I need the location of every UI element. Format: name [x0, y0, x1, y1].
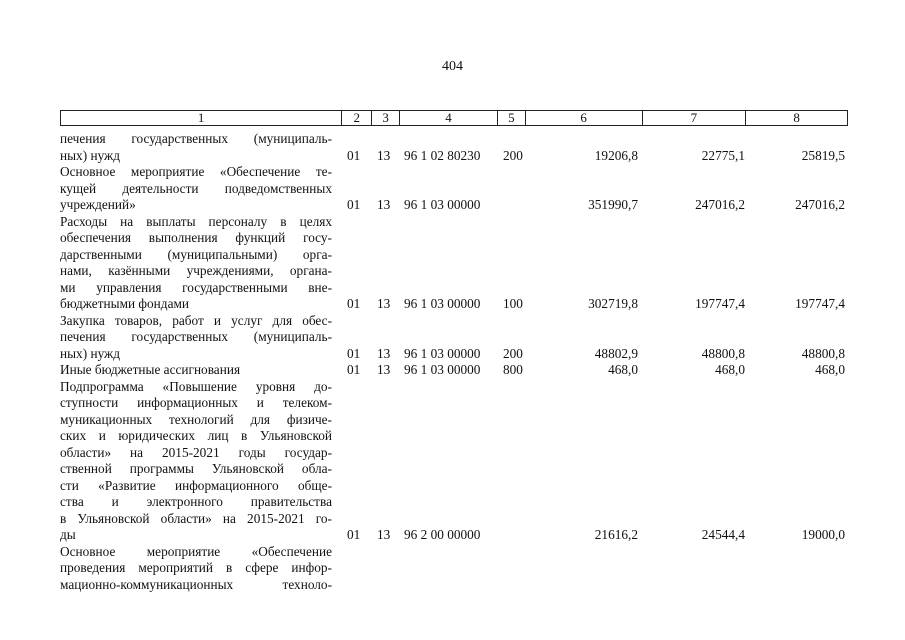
amount-2021: 48800,8 — [801, 345, 845, 361]
section-code: 01 — [347, 147, 361, 163]
description-line: Основное мероприятие «Обеспечение — [60, 543, 332, 559]
amount-2021: 468,0 — [815, 362, 845, 377]
amount-2021: 247016,2 — [795, 197, 845, 212]
description-line: дарственными (муниципальными) орга- — [60, 246, 332, 262]
amount-2021: 197747,4 — [795, 296, 845, 311]
table-row — [60, 164, 850, 214]
amount-2019: 302719,8 — [588, 296, 638, 311]
subsection-code: 13 — [377, 527, 391, 542]
description-line: ступности информационных и телеком- — [60, 395, 332, 410]
amount-2020: 468,0 — [715, 362, 745, 377]
expense-type-code: 200 — [503, 147, 523, 163]
amount-2021: 25819,5 — [801, 147, 845, 163]
description-line: Подпрограмма «Повышение уровня до- — [60, 378, 332, 394]
page-number: 404 — [442, 59, 463, 74]
header-col-2: 2 — [342, 111, 372, 125]
description-line: в Ульяновской области» на 2015-2021 го- — [60, 510, 332, 526]
target-article-code: 96 1 02 80230 — [404, 147, 481, 163]
description-line: Закупка товаров, работ и услуг для обес- — [60, 312, 332, 328]
row-values — [60, 148, 850, 165]
description-line: печения государственных (муниципаль- — [60, 131, 332, 146]
description-line: проведения мероприятий в сфере инфор- — [60, 560, 332, 575]
table-row — [60, 362, 850, 379]
expense-type-code: 800 — [503, 362, 523, 377]
description-line: ских и юридических лиц в Ульяновской — [60, 428, 332, 443]
row-values — [60, 346, 850, 363]
description-line: бюджетными фондами — [60, 296, 189, 311]
description-line: области» на 2015-2021 годы государ- — [60, 444, 332, 460]
expense-type-code: 200 — [503, 345, 523, 361]
table-row — [60, 131, 850, 164]
description-line: Расходы на выплаты персоналу в целях — [60, 213, 332, 229]
description-line: ды — [60, 527, 76, 542]
header-col-3: 3 — [372, 111, 400, 125]
description-line: ных) нужд — [60, 147, 120, 163]
amount-2020: 197747,4 — [695, 296, 745, 311]
amount-2020: 48800,8 — [701, 345, 745, 361]
amount-2019: 21616,2 — [594, 527, 638, 542]
header-col-5: 5 — [498, 111, 526, 125]
section-code: 01 — [347, 296, 361, 311]
target-article-code: 96 2 00 00000 — [404, 527, 481, 542]
amount-2020: 22775,1 — [701, 147, 745, 163]
row-values — [60, 577, 850, 594]
section-code: 01 — [347, 345, 361, 361]
amount-2020: 24544,4 — [701, 527, 745, 542]
description-line: муникационных технологий для физиче- — [60, 411, 332, 427]
row-description — [60, 379, 332, 544]
header-col-1: 1 — [61, 111, 342, 125]
row-values — [60, 296, 850, 313]
amount-2019: 19206,8 — [594, 147, 638, 163]
target-article-code: 96 1 03 00000 — [404, 296, 481, 311]
row-values — [60, 197, 850, 214]
description-line: учреждений» — [60, 197, 136, 212]
section-code: 01 — [347, 362, 361, 377]
description-line: Иные бюджетные ассигнования — [60, 362, 241, 377]
description-line: ственной программы Ульяновской обла- — [60, 461, 332, 476]
target-article-code: 96 1 03 00000 — [404, 197, 481, 212]
description-line: обеспечения выполнения функций госу- — [60, 230, 332, 245]
subsection-code: 13 — [377, 197, 391, 212]
amount-2019: 48802,9 — [594, 345, 638, 361]
amount-2021: 19000,0 — [801, 527, 845, 542]
subsection-code: 13 — [377, 362, 391, 377]
subsection-code: 13 — [377, 345, 391, 361]
header-col-4: 4 — [400, 111, 498, 125]
description-line: ства и электронного правительства — [60, 494, 332, 509]
target-article-code: 96 1 03 00000 — [404, 362, 481, 377]
description-line: кущей деятельности подведомственных — [60, 180, 332, 196]
header-col-6: 6 — [526, 111, 643, 125]
table-row — [60, 313, 850, 363]
table-row — [60, 379, 850, 544]
table-row — [60, 214, 850, 313]
table-row — [60, 544, 850, 594]
description-line: ми управления государственными вне- — [60, 279, 332, 295]
description-line: нами, казёнными учреждениями, органа- — [60, 263, 332, 278]
description-line: ных) нужд — [60, 345, 120, 361]
description-line: печения государственных (муниципаль- — [60, 329, 332, 344]
expense-type-code: 100 — [503, 296, 523, 311]
description-line: мационно-коммуникационных техноло- — [60, 576, 332, 592]
subsection-code: 13 — [377, 296, 391, 311]
section-code: 01 — [347, 527, 361, 542]
amount-2019: 468,0 — [608, 362, 638, 377]
section-code: 01 — [347, 197, 361, 212]
description-line: Основное мероприятие «Обеспечение те- — [60, 164, 332, 179]
target-article-code: 96 1 03 00000 — [404, 345, 481, 361]
subsection-code: 13 — [377, 147, 391, 163]
table-body — [60, 131, 850, 593]
header-col-7: 7 — [643, 111, 747, 125]
table-header — [60, 110, 848, 126]
header-col-8: 8 — [793, 110, 800, 125]
description-line: сти «Развитие информационного обще- — [60, 477, 332, 493]
row-values — [60, 527, 850, 544]
row-values — [60, 362, 850, 379]
amount-2020: 247016,2 — [695, 197, 745, 212]
amount-2019: 351990,7 — [588, 197, 638, 212]
